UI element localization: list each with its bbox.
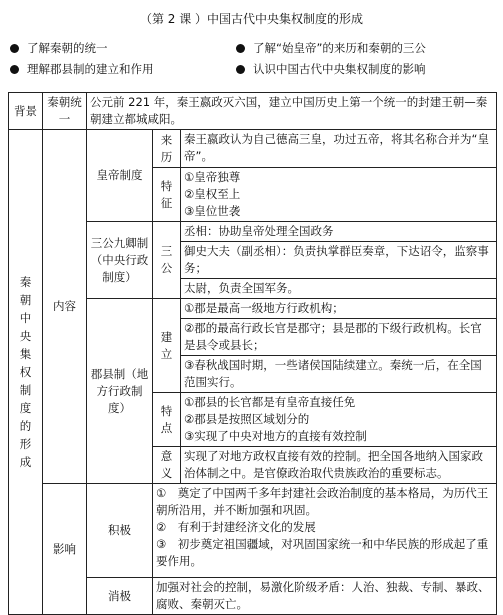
page-title: （第 2 课 ）中国古代中央集权制度的形成 — [139, 12, 364, 26]
objective-item — [236, 40, 426, 56]
objective-item — [10, 40, 108, 56]
objective-text: 理解郡县制的建立和作用 — [27, 62, 154, 76]
content-label: 内容 — [43, 130, 87, 484]
bullet-icon — [236, 65, 245, 74]
establish-item: ③春秋战国时期，一些诸侯国陆续建立。秦统一后，在全国范围实行。 — [181, 356, 497, 393]
establish-item: ①郡是最高一级地方行政机构； — [181, 299, 497, 319]
negative-label: 消极 — [87, 578, 153, 615]
three-gongs-item: 御史大夫（副丞相）：负责执掌群臣奏章，下达诏令，监察事务； — [181, 242, 497, 279]
bullet-icon — [10, 65, 19, 74]
background-text: 公元前 221 年，秦王嬴政灭六国，建立中国历史上第一个统一的封建王朝—秦朝建立都城咸阳。 — [87, 93, 497, 130]
list-item: ① 奠定了中国两千多年封建社会政治制度的基本格局，为历代王朝所沿用，并不断加强和巩固。 — [156, 486, 489, 517]
list-item: ②皇权至上 — [184, 187, 241, 201]
three-gongs-label: 三公 — [153, 222, 181, 299]
features-label: 特征 — [153, 168, 181, 222]
establish-label: 建立 — [153, 299, 181, 393]
commandery-features-label: 特点 — [153, 393, 181, 447]
list-item: ①郡县的长官都是有皇帝直接任免 — [184, 395, 356, 409]
three-gongs-system-label: 三公九卿制（中央行政制度） — [87, 222, 153, 299]
negative-text: 加强对社会的控制，易激化阶级矛盾：人治、独裁、专制、暴政、腐败、秦朝灭亡。 — [153, 578, 497, 615]
table-row — [9, 93, 497, 130]
background-header: 背景 — [9, 93, 43, 130]
commandery-features — [181, 393, 497, 447]
commandery-system-label: 郡县制（地方行政制度） — [87, 299, 153, 484]
emperor-features — [181, 168, 497, 222]
table-row — [9, 484, 497, 578]
influence-label: 影响 — [43, 484, 87, 615]
bullet-icon — [10, 44, 19, 53]
list-item: ②郡县是按照区域划分的 — [184, 412, 310, 426]
origin-label: 来历 — [153, 130, 181, 168]
list-item: ② 有利于封建经济文化的发展 — [156, 520, 316, 534]
list-item: ③皇位世袭 — [184, 204, 241, 218]
bullet-icon — [236, 44, 245, 53]
significance-label: 意义 — [153, 447, 181, 484]
objective-text: 了解秦朝的统一 — [27, 41, 108, 55]
main-theme-label: 秦朝中央集权制度的形成 — [9, 130, 43, 615]
list-item: ①皇帝独尊 — [184, 170, 241, 184]
positive-items — [153, 484, 497, 578]
origin-text: 秦王嬴政认为自己德高三皇，功过五帝，将其名称合并为“皇帝”。 — [181, 130, 497, 168]
list-item: ③ 初步奠定祖国疆域，对巩固国家统一和中华民族的形成起了重要作用。 — [156, 537, 489, 568]
positive-label: 积极 — [87, 484, 153, 578]
significance-text: 实现了对地方政权直接有效的控制。把全国各地纳入国家政治体制之中。是官僚政治取代贵族政治的重要标志。 — [181, 447, 497, 484]
three-gongs-item: 丞相：协助皇帝处理全国政务 — [181, 222, 497, 242]
qin-unify-header: 秦朝统一 — [43, 93, 87, 130]
objective-item — [236, 61, 426, 77]
outline-table — [8, 92, 497, 615]
emperor-system-label: 皇帝制度 — [87, 130, 153, 222]
objective-text: 认识中国古代中央集权制度的影响 — [253, 62, 426, 76]
table-row — [9, 130, 497, 168]
list-item: ③实现了中央对地方的直接有效控制 — [184, 429, 367, 443]
objective-item — [10, 61, 154, 77]
objective-text: 了解“始皇帝”的来历和秦朝的三公 — [253, 41, 426, 55]
establish-item: ②郡的最高行政长官是郡守；县是郡的下级行政机构。长官是县令或县长； — [181, 319, 497, 356]
three-gongs-item: 太尉，负责全国军务。 — [181, 279, 497, 299]
